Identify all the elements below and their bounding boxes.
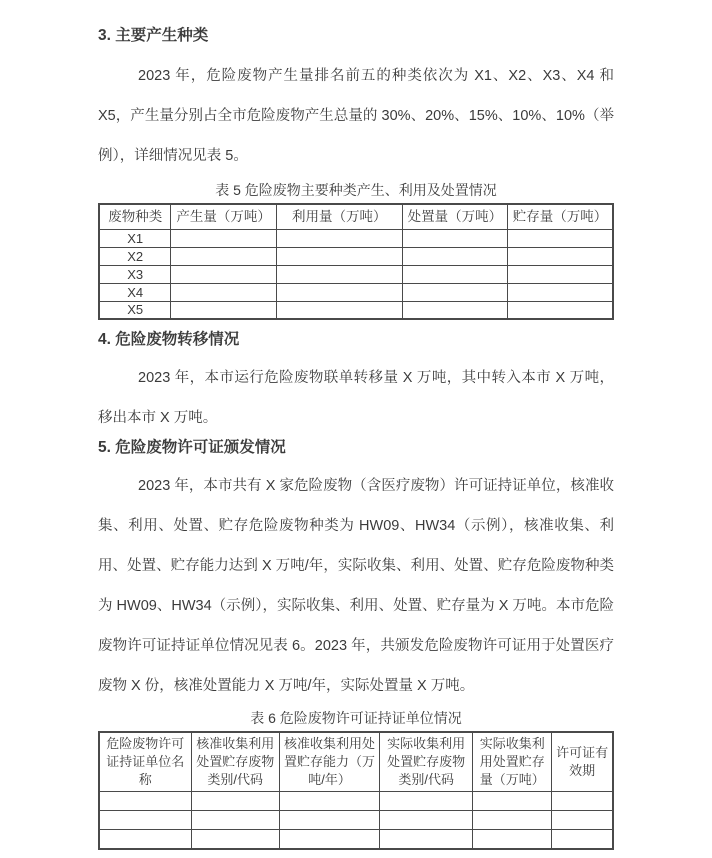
empty-cell — [99, 811, 191, 830]
empty-cell — [276, 247, 402, 265]
table-5-header-stored: 贮存量（万吨） — [508, 204, 613, 229]
table-5-header-generated: 产生量（万吨） — [171, 204, 276, 229]
table-6 — [98, 731, 614, 850]
section-4-heading: 4. 危险废物转移情况 — [98, 331, 240, 348]
empty-cell — [552, 830, 613, 849]
table-6-header-license-validity: 许可证有效期 — [552, 732, 613, 792]
empty-cell — [508, 265, 613, 283]
empty-cell — [473, 811, 552, 830]
empty-cell — [380, 811, 473, 830]
table-6-header-row — [99, 732, 613, 792]
table-6-row — [99, 792, 613, 811]
section-5-heading: 5. 危险废物许可证颁发情况 — [98, 439, 286, 456]
empty-cell — [191, 811, 279, 830]
empty-cell — [402, 265, 507, 283]
empty-cell — [402, 283, 507, 301]
table-5-row-label: X2 — [99, 247, 171, 265]
table-6-header-actual-amount: 实际收集利用处置贮存量（万吨） — [473, 732, 552, 792]
empty-cell — [171, 283, 276, 301]
empty-cell — [508, 247, 613, 265]
table-5-row-label: X1 — [99, 229, 171, 247]
empty-cell — [552, 811, 613, 830]
empty-cell — [279, 792, 379, 811]
empty-cell — [473, 792, 552, 811]
table-6-header-approved-capacity: 核准收集利用处置贮存能力（万吨/年） — [279, 732, 379, 792]
empty-cell — [171, 265, 276, 283]
table-6-caption: 表 6 危险废物许可证持证单位情况 — [250, 710, 462, 726]
empty-cell — [191, 792, 279, 811]
table-5-row-label: X4 — [99, 283, 171, 301]
empty-cell — [508, 229, 613, 247]
section-3-paragraph: 2023 年，危险废物产生量排名前五的种类依次为 X1、X2、X3、X4 和 X5，产生量分别占全市危险废物产生总量的 30%、20%、15%、10%、10%（举例），详细情况见表 5。 — [98, 68, 614, 164]
table-5-row — [99, 301, 613, 319]
empty-cell — [402, 247, 507, 265]
empty-cell — [380, 792, 473, 811]
table-5-header-disposed: 处置量（万吨） — [402, 204, 507, 229]
table-5-row — [99, 229, 613, 247]
empty-cell — [402, 301, 507, 319]
empty-cell — [552, 792, 613, 811]
section-4-paragraph: 2023 年，本市运行危险废物联单转移量 X 万吨，其中转入本市 X 万吨，移出本市 X 万吨。 — [98, 370, 614, 426]
empty-cell — [473, 830, 552, 849]
table-6-row — [99, 811, 613, 830]
empty-cell — [171, 229, 276, 247]
empty-cell — [99, 792, 191, 811]
empty-cell — [171, 301, 276, 319]
empty-cell — [276, 229, 402, 247]
table-5 — [98, 203, 614, 320]
table-5-row — [99, 283, 613, 301]
empty-cell — [99, 830, 191, 849]
section-5-paragraph: 2023 年，本市共有 X 家危险废物（含医疗废物）许可证持证单位，核准收集、利用、处置、贮存危险废物种类为 HW09、HW34（示例），核准收集、利用、处置、贮存能力达到 X 万吨/年，实际收集、利用、处置、贮存危险废物种类为 HW09、HW34（示例），实际收集、利用、处置、贮存量为 X 万吨。本市危险废物许可证持证单位情况见表 6。2023 年，共颁发危险废物许可证用于处置医疗废物 X 份，核准处置能力 X 万吨/年，实际处置量 X 万吨。 — [98, 478, 614, 694]
section-3-heading: 3. 主要产生种类 — [98, 27, 209, 44]
table-5-row-label: X5 — [99, 301, 171, 319]
table-5-caption: 表 5 危险废物主要种类产生、利用及处置情况 — [215, 182, 497, 198]
table-6-header-unit-name: 危险废物许可证持证单位名称 — [99, 732, 191, 792]
empty-cell — [191, 830, 279, 849]
table-5-header-utilized: 利用量（万吨） — [276, 204, 402, 229]
empty-cell — [380, 830, 473, 849]
empty-cell — [402, 229, 507, 247]
empty-cell — [171, 247, 276, 265]
empty-cell — [508, 301, 613, 319]
empty-cell — [508, 283, 613, 301]
table-6-row — [99, 830, 613, 849]
empty-cell — [276, 301, 402, 319]
table-6-header-approved-category: 核准收集利用处置贮存废物类别/代码 — [191, 732, 279, 792]
table-5-row — [99, 265, 613, 283]
table-5-header-row — [99, 204, 613, 229]
empty-cell — [279, 811, 379, 830]
table-5-row-label: X3 — [99, 265, 171, 283]
table-6-header-actual-category: 实际收集利用处置贮存废物类别/代码 — [380, 732, 473, 792]
empty-cell — [276, 265, 402, 283]
table-5-row — [99, 247, 613, 265]
empty-cell — [276, 283, 402, 301]
empty-cell — [279, 830, 379, 849]
table-5-header-waste-type: 废物种类 — [99, 204, 171, 229]
